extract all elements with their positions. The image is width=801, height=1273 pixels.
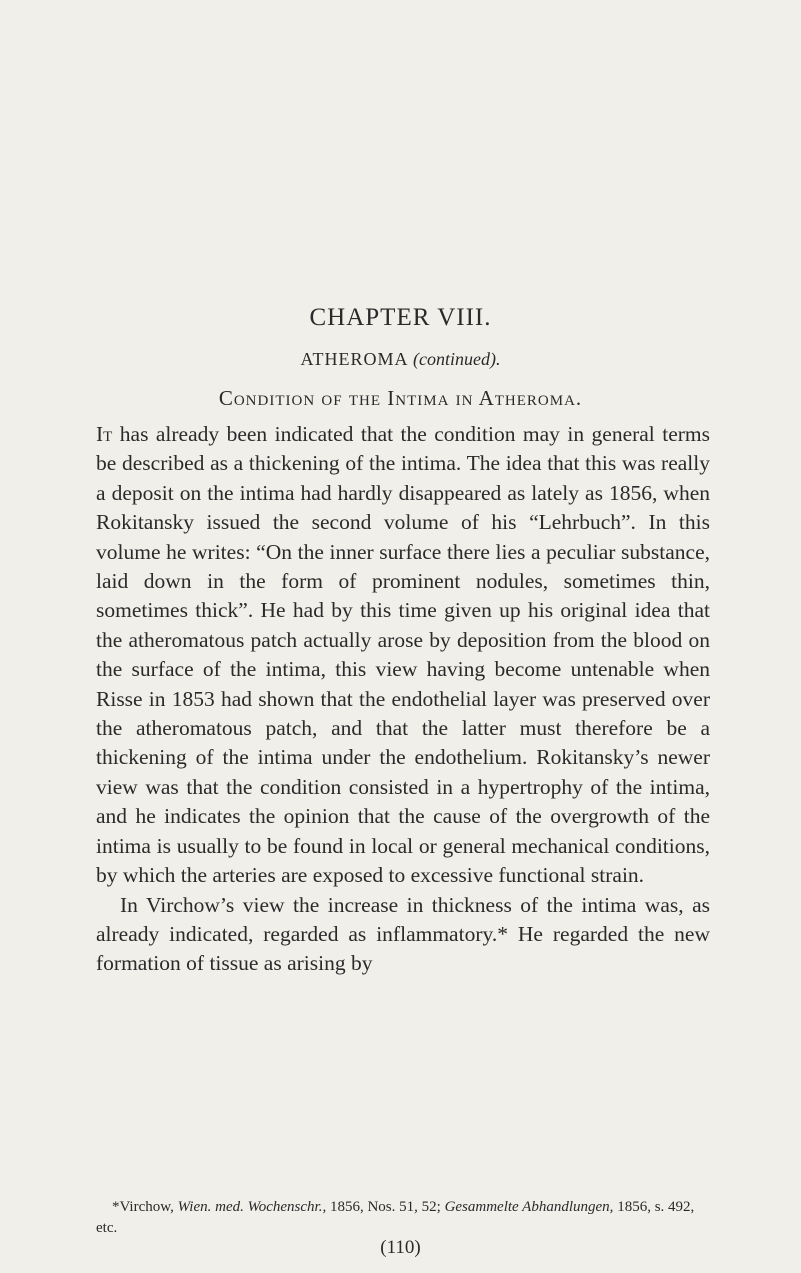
- footnote-work: Gesammelte Abhandlungen,: [444, 1199, 614, 1215]
- paragraph-2: In Virchow’s view the increase in thickness of the intima was, as already indicated, regarded as inflammatory.* He regarded the new formation of tissue as arising by: [96, 892, 710, 976]
- body-text: [96, 420, 710, 979]
- chapter-subtitle-continued: (continued).: [413, 349, 501, 369]
- page-number: (110): [380, 1237, 421, 1258]
- paragraph-1-lead: It: [96, 422, 113, 446]
- footnote-author: Virchow,: [119, 1199, 174, 1215]
- section-heading: Condition of the Intima in Atheroma.: [218, 386, 583, 410]
- footnote-details: 1856, Nos. 51, 52;: [329, 1199, 441, 1215]
- chapter-subtitle-main: ATHEROMA: [300, 349, 408, 369]
- footnote-journal: Wien. med. Wochenschr.,: [177, 1199, 327, 1215]
- paragraph-1: [96, 420, 710, 891]
- chapter-subtitle: [0, 349, 801, 370]
- footnote: [96, 1197, 710, 1239]
- chapter-title: CHAPTER VIII.: [309, 304, 492, 331]
- footnote-marker: *: [112, 1199, 120, 1215]
- paragraph-1-text: has already been indicated that the condition may in general terms be described as a thickening of the intima. The idea that this was really a deposit on the intima had hardly disappeared as lately as 1856, when Rokitansky issued the second volume of his “Lehrbuch”. In this volume he writes: “On the inner surface there lies a peculiar substance, laid down in the form of prominent nodules, sometimes thin, sometimes thick”. He had by this time given up his original idea that the atheromatous patch actually arose by deposition from the blood on the surface of the intima, this view having become untenable when Risse in 1853 had shown that the endothelial layer was preserved over the atheromatous patch, and that the latter must therefore be a thickening of the intima under the endothelium. Rokitansky’s newer view was that the condition consisted in a hypertrophy of the intima, and he indicates the opinion that the cause of the overgrowth of the intima is usually to be found in local or general mechanical conditions, by which the arteries are exposed to excessive functional strain.: [96, 422, 710, 888]
- footnote-pages: 1856, s. 492, etc.: [96, 1199, 695, 1236]
